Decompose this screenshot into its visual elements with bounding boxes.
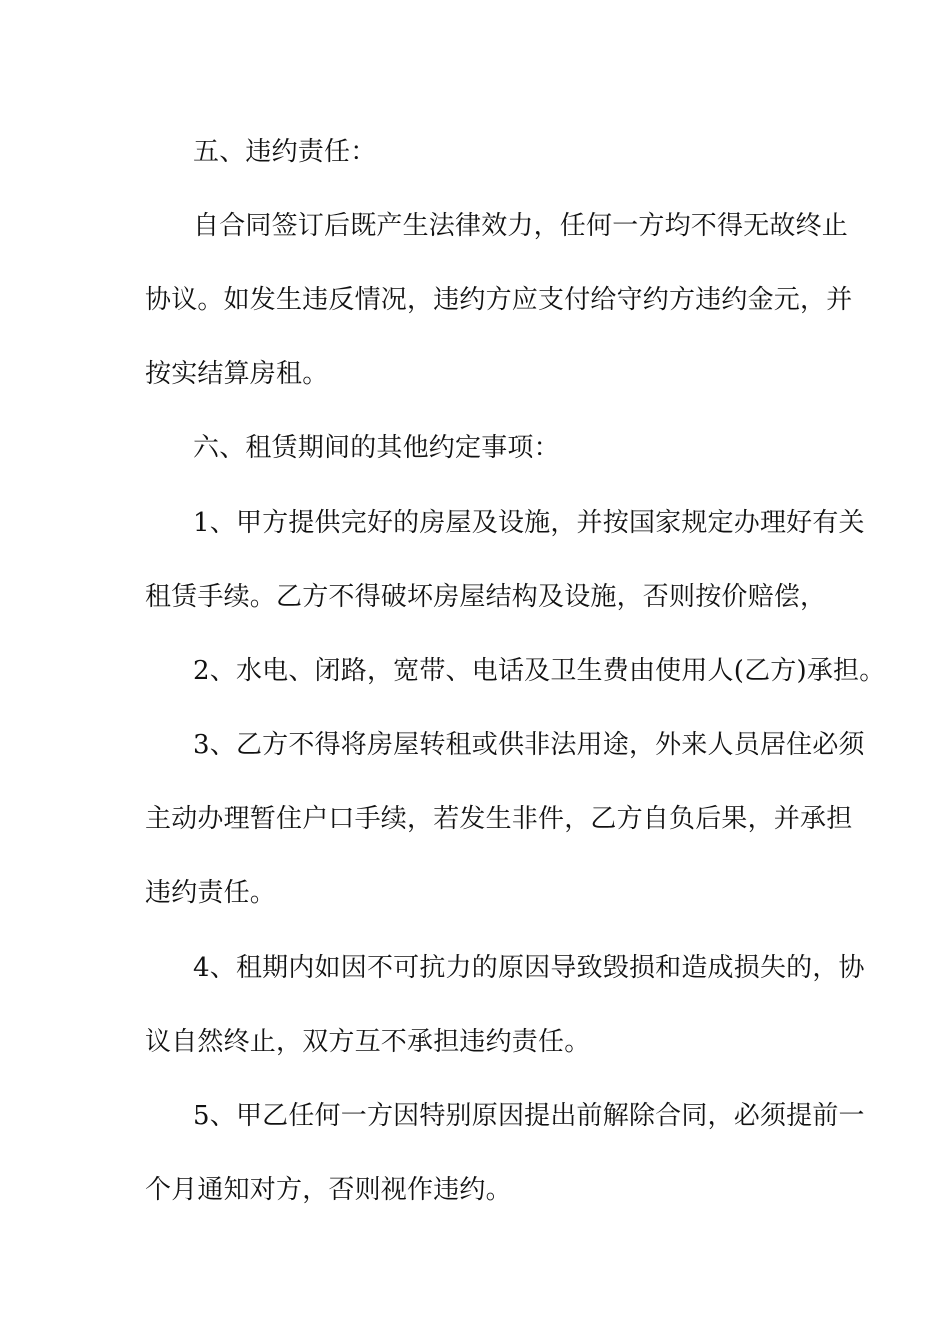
paragraph-line: 自合同签订后既产生法律效力，任何一方均不得无故终止 bbox=[193, 211, 849, 241]
paragraph-line: 个月通知对方，否则视作违约。 bbox=[145, 1175, 512, 1205]
section-heading-5: 五、违约责任： bbox=[193, 137, 377, 167]
paragraph-line: 2、水电、闭路，宽带、电话及卫生费由使用人(乙方)承担。 bbox=[193, 656, 886, 686]
paragraph-line: 协议。如发生违反情况，违约方应支付给守约方违约金元，并 bbox=[145, 285, 853, 315]
paragraph-line: 主动办理暂住户口手续，若发生非件，乙方自负后果，并承担 bbox=[145, 804, 853, 834]
paragraph-line: 议自然终止，双方互不承担违约责任。 bbox=[145, 1027, 591, 1057]
paragraph-line: 4、租期内如因不可抗力的原因导致毁损和造成损失的，协 bbox=[193, 953, 865, 983]
paragraph-line: 违约责任。 bbox=[145, 878, 277, 908]
section-heading-6: 六、租赁期间的其他约定事项： bbox=[193, 433, 560, 463]
paragraph-line: 3、乙方不得将房屋转租或供非法用途，外来人员居住必须 bbox=[193, 730, 865, 760]
paragraph-line: 1、甲方提供完好的房屋及设施，并按国家规定办理好有关 bbox=[193, 508, 865, 538]
paragraph-line: 5、甲乙任何一方因特别原因提出前解除合同，必须提前一 bbox=[193, 1101, 865, 1131]
paragraph-line: 租赁手续。乙方不得破坏房屋结构及设施，否则按价赔偿， bbox=[145, 582, 827, 612]
paragraph-line: 按实结算房租。 bbox=[145, 359, 329, 389]
